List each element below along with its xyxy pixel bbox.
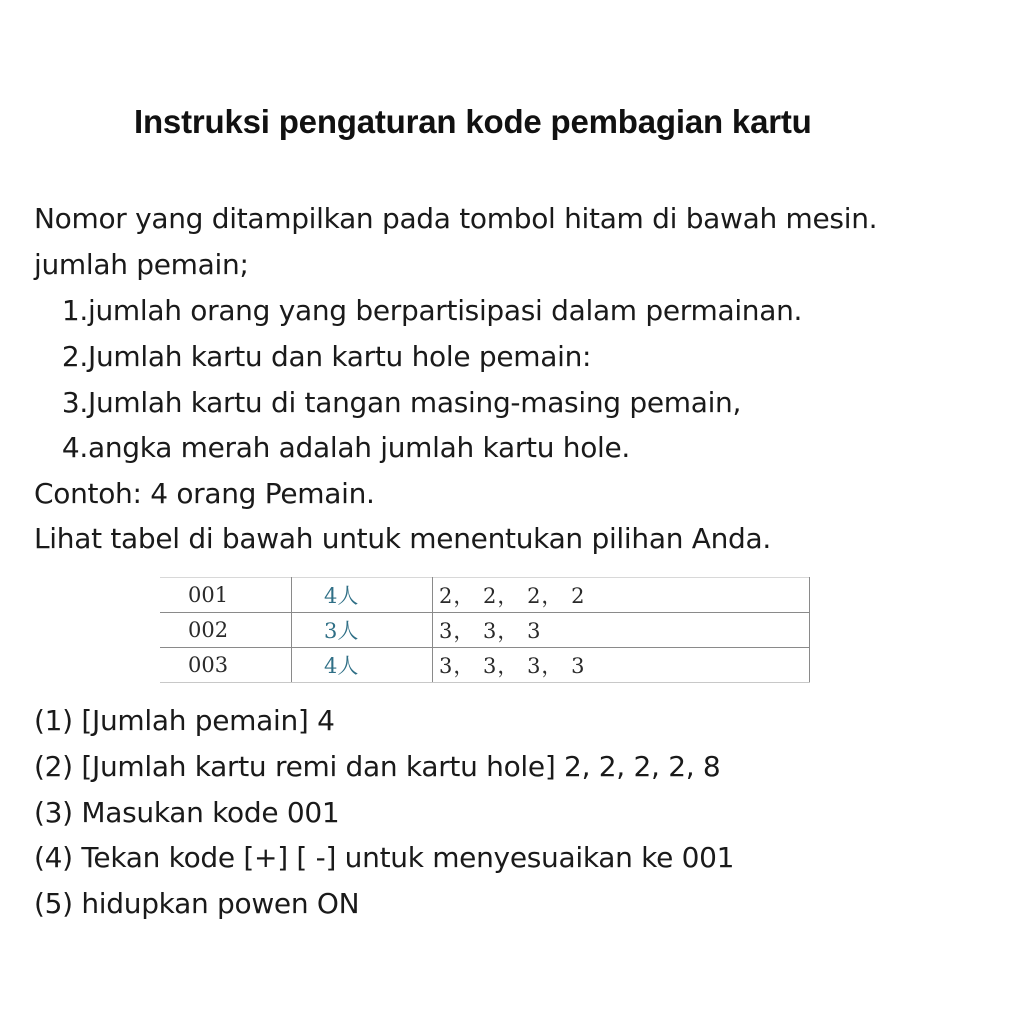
- list-item-text: Jumlah kartu dan kartu hole pemain:: [88, 340, 592, 373]
- step-5: (5) hidupkan powen ON: [34, 887, 360, 920]
- table-cell-cards: 2， 2， 2， 2: [433, 578, 810, 613]
- step-1: (1) [Jumlah pemain] 4: [34, 704, 335, 737]
- example-line-1: Contoh: 4 orang Pemain.: [34, 477, 375, 510]
- table-cell-code: 001: [160, 578, 292, 613]
- list-item-number: 1.: [61, 294, 88, 327]
- intro-line-2: jumlah pemain;: [34, 248, 249, 281]
- table-row: [160, 613, 810, 648]
- code-table: [160, 577, 810, 683]
- list-item-text: Jumlah kartu di tangan masing-masing pemain,: [88, 386, 742, 419]
- step-3: (3) Masukan kode 001: [34, 796, 340, 829]
- table-cell-code: 002: [160, 613, 292, 648]
- table-cell-cards: 3， 3， 3， 3: [433, 648, 810, 683]
- list-item-number: 2.: [61, 340, 88, 373]
- example-line-2: Lihat tabel di bawah untuk menentukan pilihan Anda.: [34, 522, 771, 555]
- intro-line-1: Nomor yang ditampilkan pada tombol hitam di bawah mesin.: [34, 202, 878, 235]
- page-title: Instruksi pengaturan kode pembagian kartu: [134, 103, 812, 140]
- table-cell-cards: 3， 3， 3: [433, 613, 810, 648]
- list-item: [56, 339, 591, 375]
- list-item-number: 3.: [61, 386, 88, 419]
- step-2: (2) [Jumlah kartu remi dan kartu hole] 2, 2, 2, 2, 8: [34, 750, 721, 783]
- table-row: [160, 578, 810, 613]
- list-item-text: angka merah adalah jumlah kartu hole.: [88, 431, 631, 464]
- list-item-text: jumlah orang yang berpartisipasi dalam permainan.: [88, 294, 803, 327]
- list-item: [56, 293, 802, 329]
- list-item: [56, 430, 630, 466]
- table-row: [160, 648, 810, 683]
- table-cell-code: 003: [160, 648, 292, 683]
- list-item-number: 4.: [61, 431, 88, 464]
- list-item: [56, 385, 741, 421]
- step-4: (4) Tekan kode [+] [ -] untuk menyesuaikan ke 001: [34, 841, 735, 874]
- table-cell-players: 4人: [292, 648, 433, 683]
- table-cell-players: 4人: [292, 578, 433, 613]
- table-cell-players: 3人: [292, 613, 433, 648]
